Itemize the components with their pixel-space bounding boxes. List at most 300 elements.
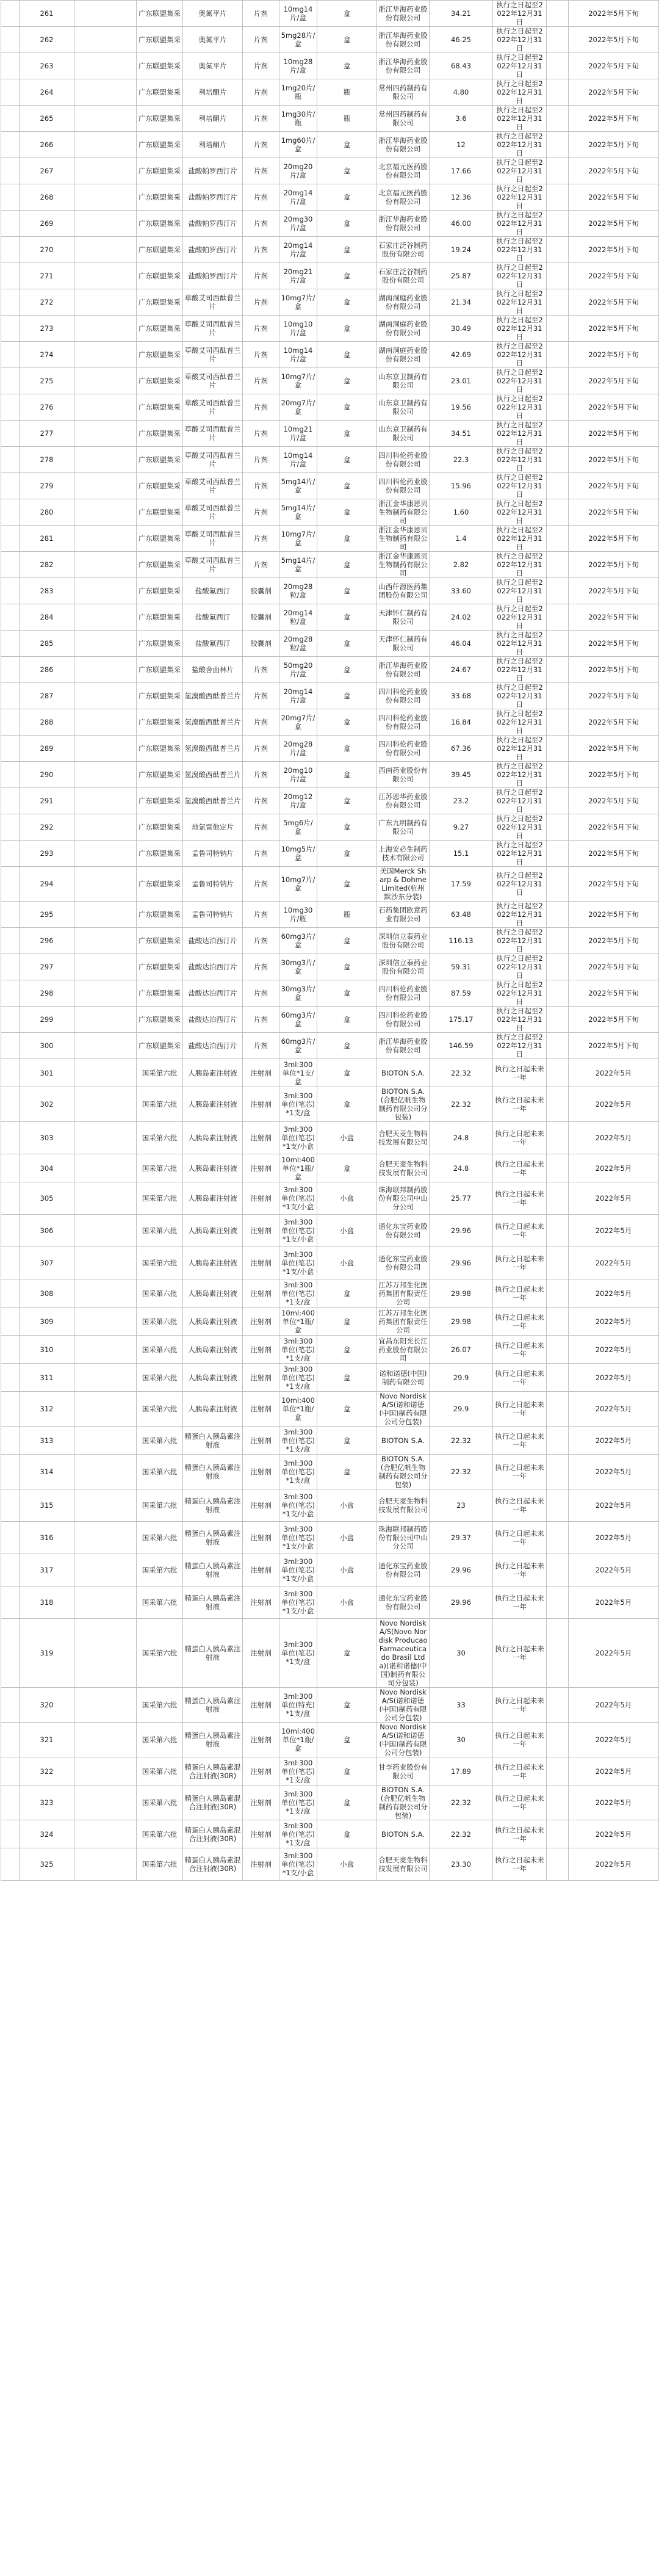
- package-spec: 10mg21片/盒: [279, 421, 317, 447]
- row-blank-cell-c: [547, 631, 569, 657]
- package-unit: 盒: [317, 1364, 377, 1392]
- unit-price: 46.04: [430, 631, 493, 657]
- row-blank-cell-a: [1, 683, 20, 709]
- execution-period: 执行之日起至2022年12月31日: [493, 342, 547, 368]
- batch-name: 国采第六批: [137, 1336, 183, 1364]
- unit-price: 29.37: [430, 1522, 493, 1554]
- row-blank-cell-a: [1, 928, 20, 954]
- row-blank-cell-b: [74, 1087, 137, 1122]
- batch-name: 广东联盟集采: [137, 1033, 183, 1059]
- row-blank-cell-b: [74, 709, 137, 736]
- effective-date: 2022年5月下旬: [569, 980, 659, 1007]
- row-number: 286: [20, 657, 74, 683]
- effective-date: 2022年5月下旬: [569, 788, 659, 814]
- effective-date: 2022年5月: [569, 1122, 659, 1154]
- package-unit: 盒: [317, 578, 377, 604]
- row-number: 267: [20, 158, 74, 184]
- effective-date: 2022年5月下旬: [569, 526, 659, 552]
- dosage-form: 注射剂: [243, 1723, 279, 1757]
- dosage-form: 片剂: [243, 709, 279, 736]
- manufacturer: 浙江金华康恩贝生物制药有限公司: [377, 552, 430, 578]
- package-spec: 3ml:300单位(笔芯)*1支/小盒: [279, 1489, 317, 1522]
- manufacturer: 常州四药制药有限公司: [377, 106, 430, 132]
- unit-price: 16.84: [430, 709, 493, 736]
- manufacturer: 甘李药业股份有限公司: [377, 1757, 430, 1785]
- drug-name: 草酸艾司西酞普兰片: [183, 552, 243, 578]
- manufacturer: 湖南洞庭药业股份有限公司: [377, 342, 430, 368]
- package-unit: 小盒: [317, 1586, 377, 1619]
- package-unit: 盒: [317, 184, 377, 211]
- unit-price: 87.59: [430, 980, 493, 1007]
- row-number: 282: [20, 552, 74, 578]
- row-blank-cell-b: [74, 1007, 137, 1033]
- unit-price: 59.31: [430, 954, 493, 980]
- table-row: [1, 1033, 659, 1059]
- dosage-form: 片剂: [243, 762, 279, 788]
- package-spec: 10ml:400单位*1瓶/盒: [279, 1154, 317, 1182]
- drug-name: 地氯雷他定片: [183, 814, 243, 841]
- manufacturer: 四川科伦药业股份有限公司: [377, 473, 430, 499]
- execution-period: 执行之日起未来一年: [493, 1059, 547, 1087]
- manufacturer: 浙江华海药业股份有限公司: [377, 1033, 430, 1059]
- drug-name: 人胰岛素注射液: [183, 1087, 243, 1122]
- row-blank-cell-c: [547, 1586, 569, 1619]
- batch-name: 国采第六批: [137, 1122, 183, 1154]
- row-blank-cell-b: [74, 79, 137, 106]
- unit-price: 34.51: [430, 421, 493, 447]
- batch-name: 广东联盟集采: [137, 552, 183, 578]
- row-blank-cell-b: [74, 552, 137, 578]
- effective-date: 2022年5月下旬: [569, 158, 659, 184]
- dosage-form: 片剂: [243, 132, 279, 158]
- execution-period: 执行之日起至2022年12月31日: [493, 211, 547, 237]
- effective-date: 2022年5月: [569, 1489, 659, 1522]
- batch-name: 广东联盟集采: [137, 499, 183, 526]
- row-blank-cell-c: [547, 1848, 569, 1881]
- row-blank-cell-c: [547, 79, 569, 106]
- row-blank-cell-b: [74, 1154, 137, 1182]
- dosage-form: 片剂: [243, 394, 279, 421]
- row-blank-cell-c: [547, 980, 569, 1007]
- manufacturer: 诺和诺德(中国)制药有限公司: [377, 1364, 430, 1392]
- row-blank-cell-a: [1, 1586, 20, 1619]
- package-spec: 20mg12片/盒: [279, 788, 317, 814]
- package-spec: 60mg3片/盒: [279, 1007, 317, 1033]
- row-blank-cell-b: [74, 1033, 137, 1059]
- table-row: [1, 1279, 659, 1308]
- execution-period: 执行之日起至2022年12月31日: [493, 954, 547, 980]
- drug-name: 人胰岛素注射液: [183, 1279, 243, 1308]
- manufacturer: BIOTON S.A.(合肥亿帆生物制药有限公司分包装): [377, 1087, 430, 1122]
- row-blank-cell-b: [74, 289, 137, 316]
- execution-period: 执行之日起至2022年12月31日: [493, 289, 547, 316]
- unit-price: 26.07: [430, 1336, 493, 1364]
- drug-name: 盐酸达泊西汀片: [183, 954, 243, 980]
- row-number: 272: [20, 289, 74, 316]
- row-blank-cell-b: [74, 762, 137, 788]
- package-unit: 盒: [317, 1723, 377, 1757]
- package-unit: 盒: [317, 158, 377, 184]
- unit-price: 22.32: [430, 1087, 493, 1122]
- drug-name: 盐酸达泊西汀片: [183, 1007, 243, 1033]
- row-blank-cell-c: [547, 1059, 569, 1087]
- package-spec: 20mg14粒/盒: [279, 604, 317, 631]
- effective-date: 2022年5月: [569, 1820, 659, 1848]
- effective-date: 2022年5月下旬: [569, 106, 659, 132]
- effective-date: 2022年5月下旬: [569, 499, 659, 526]
- manufacturer: 山东京卫制药有限公司: [377, 394, 430, 421]
- row-blank-cell-c: [547, 1757, 569, 1785]
- row-blank-cell-b: [74, 1247, 137, 1279]
- dosage-form: 片剂: [243, 841, 279, 867]
- row-blank-cell-c: [547, 1308, 569, 1336]
- table-row: [1, 447, 659, 473]
- row-blank-cell-b: [74, 604, 137, 631]
- drug-name: 人胰岛素注射液: [183, 1364, 243, 1392]
- batch-name: 广东联盟集采: [137, 289, 183, 316]
- table-row: [1, 1215, 659, 1247]
- row-number: 302: [20, 1087, 74, 1122]
- effective-date: 2022年5月下旬: [569, 1033, 659, 1059]
- unit-price: 22.32: [430, 1059, 493, 1087]
- row-blank-cell-c: [547, 1215, 569, 1247]
- row-blank-cell-c: [547, 1007, 569, 1033]
- row-blank-cell-b: [74, 1059, 137, 1087]
- package-spec: 20mg28片/盒: [279, 736, 317, 762]
- batch-name: 国采第六批: [137, 1848, 183, 1881]
- row-blank-cell-a: [1, 841, 20, 867]
- package-spec: 10mg7片/盒: [279, 867, 317, 902]
- row-blank-cell-b: [74, 867, 137, 902]
- batch-name: 广东联盟集采: [137, 736, 183, 762]
- dosage-form: 胶囊剂: [243, 631, 279, 657]
- package-unit: 盒: [317, 1688, 377, 1723]
- row-number: 289: [20, 736, 74, 762]
- unit-price: 24.8: [430, 1154, 493, 1182]
- row-blank-cell-a: [1, 1723, 20, 1757]
- execution-period: 执行之日起未来一年: [493, 1087, 547, 1122]
- dosage-form: 片剂: [243, 683, 279, 709]
- package-unit: 盒: [317, 1033, 377, 1059]
- row-number: 280: [20, 499, 74, 526]
- row-blank-cell-c: [547, 1392, 569, 1427]
- batch-name: 国采第六批: [137, 1455, 183, 1489]
- effective-date: 2022年5月: [569, 1619, 659, 1688]
- package-spec: 3ml:300单位(笔芯)*1支/小盒: [279, 1122, 317, 1154]
- effective-date: 2022年5月下旬: [569, 211, 659, 237]
- package-spec: 3ml:300单位(笔芯)*1支/盒: [279, 1087, 317, 1122]
- package-unit: 盒: [317, 237, 377, 263]
- row-blank-cell-c: [547, 368, 569, 394]
- drug-name: 精蛋白人胰岛素注射液: [183, 1554, 243, 1586]
- row-blank-cell-b: [74, 1554, 137, 1586]
- dosage-form: 片剂: [243, 158, 279, 184]
- manufacturer: Novo Nordisk A/S(诺和诺德(中国)制药有限公司分包装): [377, 1723, 430, 1757]
- batch-name: 广东联盟集采: [137, 27, 183, 53]
- execution-period: 执行之日起至2022年12月31日: [493, 736, 547, 762]
- row-blank-cell-a: [1, 1688, 20, 1723]
- dosage-form: 片剂: [243, 421, 279, 447]
- package-spec: 20mg14片/盒: [279, 184, 317, 211]
- unit-price: 17.89: [430, 1757, 493, 1785]
- table-row: [1, 1247, 659, 1279]
- package-spec: 3ml:300单位(笔芯)*1支/小盒: [279, 1586, 317, 1619]
- dosage-form: 注射剂: [243, 1215, 279, 1247]
- package-spec: 20mg21片/盒: [279, 263, 317, 289]
- drug-name: 精蛋白人胰岛素注射液: [183, 1619, 243, 1688]
- dosage-form: 注射剂: [243, 1820, 279, 1848]
- row-number: 291: [20, 788, 74, 814]
- row-blank-cell-c: [547, 421, 569, 447]
- package-spec: 20mg20片/盒: [279, 158, 317, 184]
- package-unit: 盒: [317, 980, 377, 1007]
- package-unit: 盒: [317, 1154, 377, 1182]
- row-number: 294: [20, 867, 74, 902]
- unit-price: 29.96: [430, 1215, 493, 1247]
- package-spec: 10mg14片/盒: [279, 447, 317, 473]
- manufacturer: 珠海联邦制药股份有限公司中山分公司: [377, 1182, 430, 1215]
- package-spec: 3ml:300单位(笔芯)*1支/盒: [279, 1785, 317, 1820]
- batch-name: 广东联盟集采: [137, 368, 183, 394]
- table-row: [1, 53, 659, 79]
- row-blank-cell-b: [74, 1279, 137, 1308]
- execution-period: 执行之日起至2022年12月31日: [493, 237, 547, 263]
- row-blank-cell-a: [1, 342, 20, 368]
- batch-name: 国采第六批: [137, 1688, 183, 1723]
- unit-price: 2.82: [430, 552, 493, 578]
- drug-name: 精蛋白人胰岛素注射液: [183, 1427, 243, 1455]
- row-number: 310: [20, 1336, 74, 1364]
- package-spec: 20mg7片/盒: [279, 709, 317, 736]
- row-blank-cell-c: [547, 263, 569, 289]
- row-blank-cell-c: [547, 1154, 569, 1182]
- unit-price: 17.59: [430, 867, 493, 902]
- row-number: 315: [20, 1489, 74, 1522]
- package-unit: 盒: [317, 1455, 377, 1489]
- manufacturer: Novo Nordisk A/S(诺和诺德(中国)制药有限公司分包装): [377, 1392, 430, 1427]
- manufacturer: 四川科伦药业股份有限公司: [377, 980, 430, 1007]
- table-row: [1, 1522, 659, 1554]
- row-number: 308: [20, 1279, 74, 1308]
- drug-name: 草酸艾司西酞普兰片: [183, 473, 243, 499]
- row-blank-cell-a: [1, 1489, 20, 1522]
- dosage-form: 片剂: [243, 447, 279, 473]
- table-row: [1, 1455, 659, 1489]
- manufacturer: 山东京卫制药有限公司: [377, 368, 430, 394]
- dosage-form: 注射剂: [243, 1554, 279, 1586]
- batch-name: 国采第六批: [137, 1820, 183, 1848]
- dosage-form: 片剂: [243, 980, 279, 1007]
- manufacturer: 四川科伦药业股份有限公司: [377, 709, 430, 736]
- row-blank-cell-c: [547, 1427, 569, 1455]
- dosage-form: 片剂: [243, 928, 279, 954]
- manufacturer: 浙江金华康恩贝生物制药有限公司: [377, 526, 430, 552]
- table-row: [1, 1554, 659, 1586]
- row-blank-cell-a: [1, 867, 20, 902]
- unit-price: 29.96: [430, 1247, 493, 1279]
- row-blank-cell-c: [547, 788, 569, 814]
- row-number: 273: [20, 316, 74, 342]
- row-blank-cell-b: [74, 473, 137, 499]
- row-blank-cell-b: [74, 657, 137, 683]
- execution-period: 执行之日起至2022年12月31日: [493, 447, 547, 473]
- package-unit: 盒: [317, 928, 377, 954]
- table-row: [1, 1757, 659, 1785]
- dosage-form: 片剂: [243, 53, 279, 79]
- dosage-form: 片剂: [243, 788, 279, 814]
- table-row: [1, 709, 659, 736]
- batch-name: 国采第六批: [137, 1247, 183, 1279]
- drug-name: 盐酸氟西汀: [183, 578, 243, 604]
- row-blank-cell-b: [74, 263, 137, 289]
- batch-name: 广东联盟集采: [137, 762, 183, 788]
- manufacturer: 江苏恩华药业股份有限公司: [377, 788, 430, 814]
- row-blank-cell-c: [547, 1522, 569, 1554]
- drug-name: 孟鲁司特钠片: [183, 841, 243, 867]
- batch-name: 广东联盟集采: [137, 394, 183, 421]
- effective-date: 2022年5月: [569, 1154, 659, 1182]
- row-blank-cell-a: [1, 53, 20, 79]
- execution-period: 执行之日起至2022年12月31日: [493, 53, 547, 79]
- unit-price: 29.9: [430, 1364, 493, 1392]
- row-blank-cell-a: [1, 289, 20, 316]
- execution-period: 执行之日起至2022年12月31日: [493, 158, 547, 184]
- package-unit: 小盒: [317, 1489, 377, 1522]
- package-unit: 盒: [317, 342, 377, 368]
- table-row: [1, 1785, 659, 1820]
- unit-price: 3.6: [430, 106, 493, 132]
- unit-price: 30: [430, 1619, 493, 1688]
- execution-period: 执行之日起未来一年: [493, 1392, 547, 1427]
- row-blank-cell-a: [1, 1336, 20, 1364]
- row-number: 323: [20, 1785, 74, 1820]
- row-blank-cell-a: [1, 1848, 20, 1881]
- table-row: [1, 902, 659, 928]
- row-blank-cell-c: [547, 578, 569, 604]
- drug-name: 人胰岛素注射液: [183, 1392, 243, 1427]
- unit-price: 116.13: [430, 928, 493, 954]
- drug-name: 孟鲁司特钠片: [183, 867, 243, 902]
- drug-name: 草酸艾司西酞普兰片: [183, 316, 243, 342]
- drug-name: 草酸艾司西酞普兰片: [183, 421, 243, 447]
- unit-price: 12.36: [430, 184, 493, 211]
- row-blank-cell-a: [1, 79, 20, 106]
- drug-price-table: [1, 0, 659, 1881]
- row-blank-cell-b: [74, 1455, 137, 1489]
- effective-date: 2022年5月: [569, 1247, 659, 1279]
- dosage-form: 片剂: [243, 526, 279, 552]
- table-row: [1, 1489, 659, 1522]
- batch-name: 国采第六批: [137, 1757, 183, 1785]
- row-blank-cell-a: [1, 1, 20, 27]
- package-unit: 盒: [317, 657, 377, 683]
- package-spec: 20mg28粒/盒: [279, 578, 317, 604]
- dosage-form: 注射剂: [243, 1619, 279, 1688]
- unit-price: 33.60: [430, 578, 493, 604]
- batch-name: 广东联盟集采: [137, 980, 183, 1007]
- effective-date: 2022年5月下旬: [569, 954, 659, 980]
- unit-price: 33: [430, 1688, 493, 1723]
- dosage-form: 注射剂: [243, 1489, 279, 1522]
- dosage-form: 片剂: [243, 184, 279, 211]
- drug-name: 盐酸帕罗西汀片: [183, 263, 243, 289]
- batch-name: 国采第六批: [137, 1619, 183, 1688]
- drug-name: 奥氮平片: [183, 1, 243, 27]
- effective-date: 2022年5月下旬: [569, 342, 659, 368]
- row-blank-cell-c: [547, 1247, 569, 1279]
- row-blank-cell-c: [547, 499, 569, 526]
- row-blank-cell-c: [547, 394, 569, 421]
- table-row: [1, 106, 659, 132]
- package-unit: 小盒: [317, 1522, 377, 1554]
- drug-name: 利培酮片: [183, 132, 243, 158]
- row-blank-cell-c: [547, 928, 569, 954]
- manufacturer: Novo Nordisk A/S(Novo Nordisk Producao Farmaceutica do Brasil Ltda)(诺和诺德(中国)制药有限公司分包装): [377, 1619, 430, 1688]
- row-blank-cell-a: [1, 902, 20, 928]
- effective-date: 2022年5月: [569, 1455, 659, 1489]
- package-spec: 10mg7片/盒: [279, 368, 317, 394]
- row-blank-cell-c: [547, 552, 569, 578]
- row-blank-cell-a: [1, 1392, 20, 1427]
- package-spec: 3ml:300单位(笔芯)*1支/盒: [279, 1757, 317, 1785]
- row-number: 276: [20, 394, 74, 421]
- effective-date: 2022年5月下旬: [569, 683, 659, 709]
- effective-date: 2022年5月下旬: [569, 184, 659, 211]
- manufacturer: 北京福元医药股份有限公司: [377, 158, 430, 184]
- package-unit: 盒: [317, 1336, 377, 1364]
- row-number: 292: [20, 814, 74, 841]
- drug-name: 草酸艾司西酞普兰片: [183, 394, 243, 421]
- dosage-form: 片剂: [243, 237, 279, 263]
- package-spec: 20mg10片/盒: [279, 762, 317, 788]
- table-row: [1, 1427, 659, 1455]
- package-spec: 3ml:300单位*1支/盒: [279, 1059, 317, 1087]
- package-unit: 盒: [317, 841, 377, 867]
- drug-name: 利培酮片: [183, 79, 243, 106]
- package-unit: 盒: [317, 1, 377, 27]
- row-blank-cell-b: [74, 53, 137, 79]
- drug-name: 草酸艾司西酞普兰片: [183, 289, 243, 316]
- manufacturer: 四川科伦药业股份有限公司: [377, 447, 430, 473]
- package-spec: 20mg14片/盒: [279, 683, 317, 709]
- manufacturer: 珠海联邦制药股份有限公司中山分公司: [377, 1522, 430, 1554]
- execution-period: 执行之日起未来一年: [493, 1122, 547, 1154]
- package-spec: 20mg28粒/盒: [279, 631, 317, 657]
- unit-price: 42.69: [430, 342, 493, 368]
- batch-name: 广东联盟集采: [137, 473, 183, 499]
- package-unit: 盒: [317, 526, 377, 552]
- unit-price: 17.66: [430, 158, 493, 184]
- dosage-form: 片剂: [243, 1007, 279, 1033]
- execution-period: 执行之日起至2022年12月31日: [493, 657, 547, 683]
- manufacturer: 宜昌东阳光长江药业股份有限公司: [377, 1336, 430, 1364]
- package-unit: 盒: [317, 867, 377, 902]
- table-row: [1, 1308, 659, 1336]
- table-row: [1, 526, 659, 552]
- package-spec: 5mg6片/盒: [279, 814, 317, 841]
- manufacturer: 浙江华海药业股份有限公司: [377, 1, 430, 27]
- row-blank-cell-b: [74, 1364, 137, 1392]
- batch-name: 国采第六批: [137, 1182, 183, 1215]
- package-unit: 盒: [317, 1279, 377, 1308]
- table-row: [1, 1336, 659, 1364]
- drug-name: 人胰岛素注射液: [183, 1308, 243, 1336]
- row-number: 318: [20, 1586, 74, 1619]
- execution-period: 执行之日起至2022年12月31日: [493, 79, 547, 106]
- execution-period: 执行之日起未来一年: [493, 1427, 547, 1455]
- row-blank-cell-c: [547, 1489, 569, 1522]
- row-number: 275: [20, 368, 74, 394]
